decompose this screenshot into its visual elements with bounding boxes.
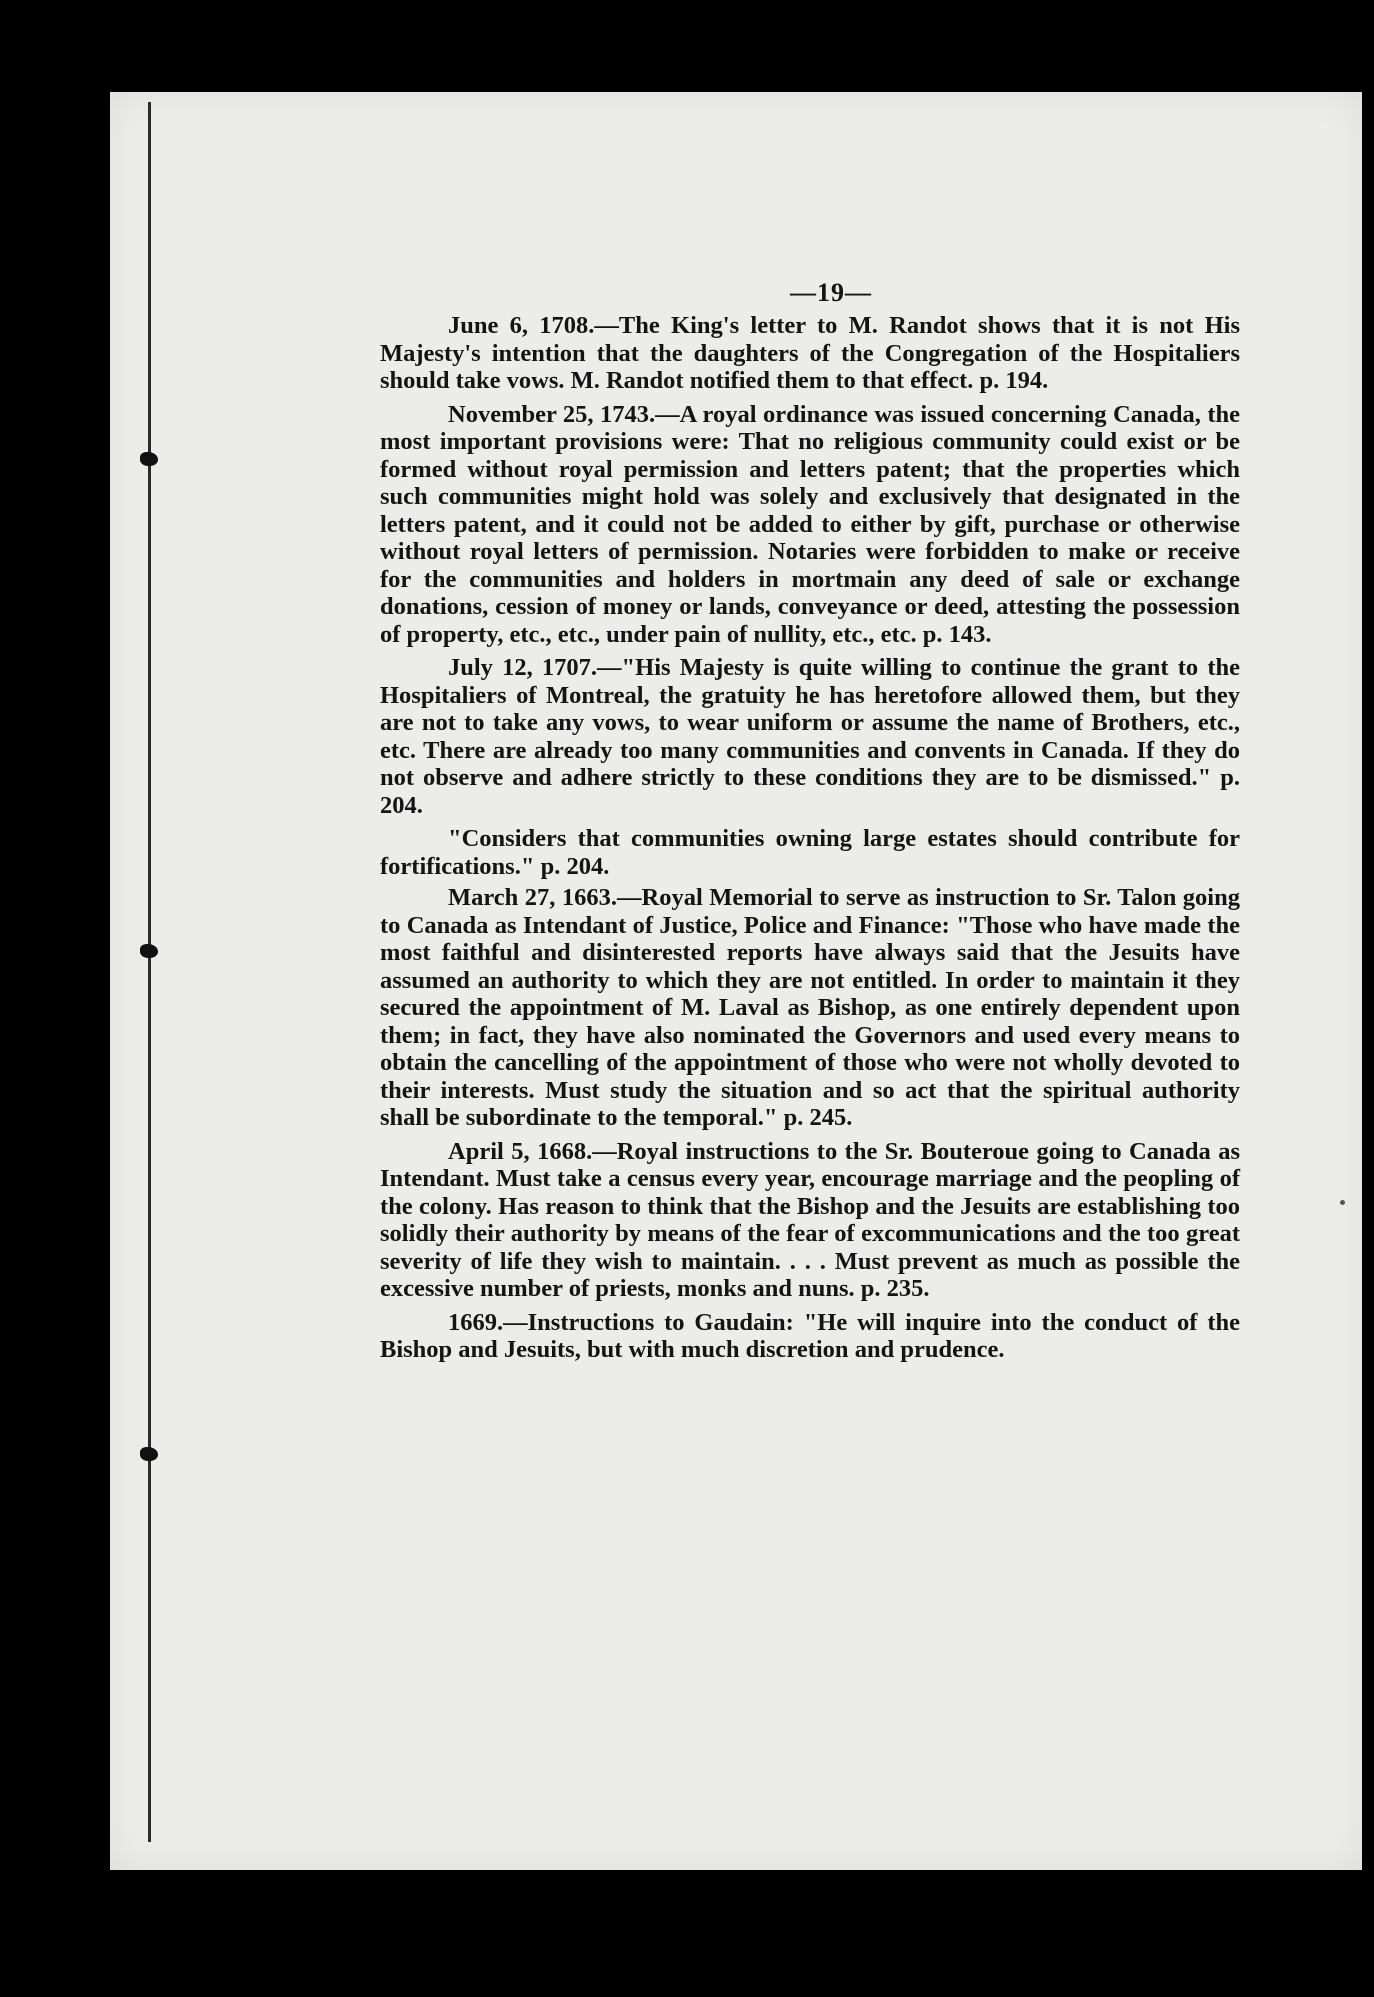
paragraph: June 6, 1708.—The King's letter to M. Randot shows that it is not His Majesty's intention that the daughters of the Congregation of the Hospitaliers should take vows. M. Randot notified them to that effect. p. 194. — [380, 312, 1240, 394]
dust-speck — [1340, 1200, 1345, 1205]
paragraph: "Considers that communities owning large estates should contribute for fortifications." p. 204. — [380, 825, 1240, 880]
binding-line — [148, 102, 151, 1842]
paragraph: July 12, 1707.—"His Majesty is quite willing to continue the grant to the Hospitaliers of Montreal, the gratuity he has heretofore allowed them, but they are not to take any vows, to wear uniform or assume the name of Brothers, etc., etc. There are already too many communities and convents in Canada. If they do not observe and adhere strictly to these conditions they are to be dismissed." p. 204. — [380, 654, 1240, 819]
body-text — [380, 312, 1240, 1370]
binding-mark — [140, 1447, 158, 1461]
paragraph: 1669.—Instructions to Gaudain: "He will inquire into the conduct of the Bishop and Jesuits, but with much discretion and prudence. — [380, 1308, 1240, 1363]
paragraph: March 27, 1663.—Royal Memorial to serve as instruction to Sr. Talon going to Canada as Intendant of Justice, Police and Finance: "Those who have made the most faithful and disinterested reports have always said that the Jesuits have assumed an authority to which they are not entitled. In order to maintain it they secured the appointment of M. Laval as Bishop, as one entirely dependent upon them; in fact, they have also nominated the Governors and used every means to obtain the cancelling of the appointment of those who were not wholly devoted to their interests. Must study the situation and so act that the spiritual authority shall be subordinate to the temporal." p. 245. — [380, 884, 1240, 1131]
binding-mark — [140, 944, 158, 958]
paragraph: April 5, 1668.—Royal instructions to the Sr. Bouteroue going to Canada as Intendant. Must take a census every year, encourage marriage and the peopling of the colony. Has reason to think that the Bishop and the Jesuits are establishing too solidly their authority by means of the fear of excommunications and the too great severity of life they wish to maintain. . . . Must prevent as much as possible the excessive number of priests, monks and nuns. p. 235. — [380, 1137, 1240, 1302]
page-number: —19— — [790, 278, 872, 307]
binding-mark — [140, 452, 158, 466]
scanned-page — [110, 92, 1362, 1870]
paragraph: November 25, 1743.—A royal ordinance was issued concerning Canada, the most important provisions were: That no religious community could exist or be formed without royal permission and letters patent; that the properties which such communities might hold was solely and exclusively that designated in the letters patent, and it could not be added to either by gift, purchase or otherwise without royal letters of permission. Notaries were forbidden to make or receive for the communities and holders in mortmain any deed of sale or exchange donations, cession of money or lands, conveyance or deed, attesting the possession of property, etc., etc., under pain of nullity, etc., etc. p. 143. — [380, 400, 1240, 648]
